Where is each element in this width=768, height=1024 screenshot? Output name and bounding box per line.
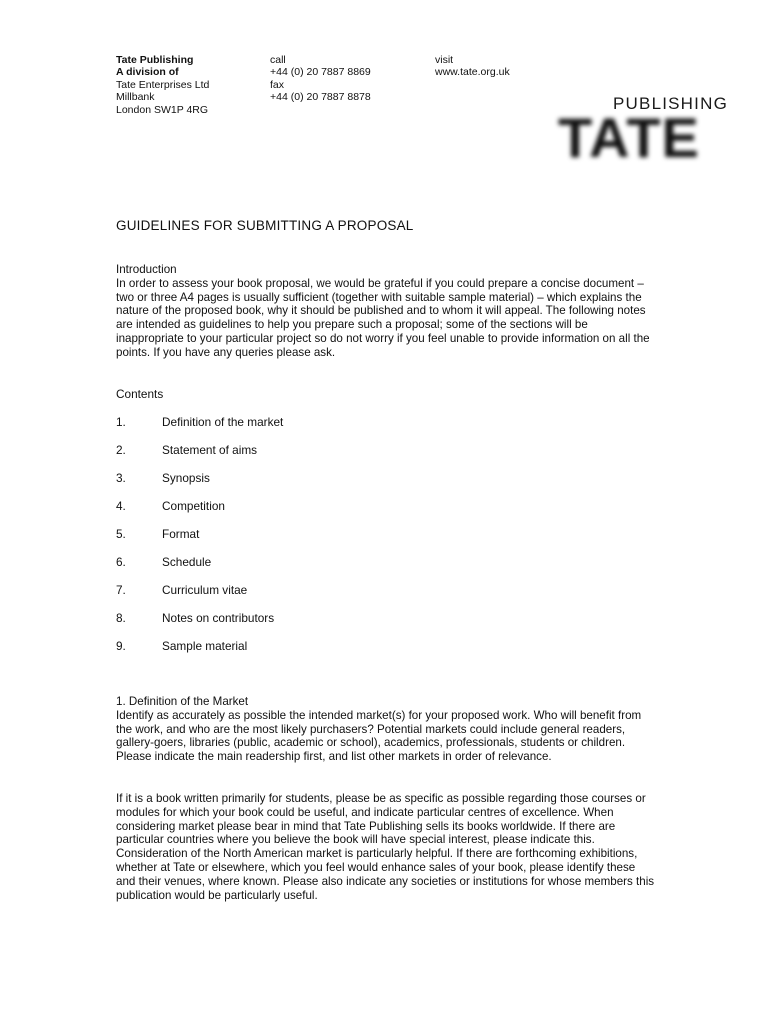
item-number: 8. xyxy=(116,611,126,625)
item-label: Synopsis xyxy=(162,471,210,485)
logo-tate-text: TATE xyxy=(558,106,700,169)
item-number: 6. xyxy=(116,555,126,569)
web-contact xyxy=(435,54,510,79)
tate-publishing-logo xyxy=(556,92,732,172)
item-number: 4. xyxy=(116,499,126,513)
item-label: Curriculum vitae xyxy=(162,583,248,597)
company-name: Tate Enterprises Ltd xyxy=(116,78,210,91)
item-number: 5. xyxy=(116,527,126,541)
introduction-body: In order to assess your book proposal, we would be grateful if you could prepare a concise document – two or three A4 pages is usually sufficient (together with suitable sample material) – which explains the nature of the proposed book, why it should be published and to whom it will appeal. The following notes are intended as guidelines to help you prepare such a proposal; some of the sections will be inappropriate to your particular project so do not worry if you feel unable to provide information on all the points. If you have any queries please ask. xyxy=(116,276,650,359)
fax-label: fax xyxy=(270,78,285,91)
phone-number: +44 (0) 20 7887 8869 xyxy=(270,66,371,79)
item-label: Schedule xyxy=(162,555,212,569)
market-definition-section xyxy=(116,695,656,764)
contents-heading: Contents xyxy=(116,387,164,401)
fax-number: +44 (0) 20 7887 8878 xyxy=(270,91,371,104)
section-paragraph: If it is a book written primarily for students, please be as specific as possible regarding those courses or modules for which your book could be useful, and indicate particular centres of excellence. When considering market please bear in mind that Tate Publishing sells its books worldwide. If there are particular countries where you believe the book will have special interest, please indicate this. Consideration of the North American market is particularly helpful. If there are forthcoming exhibitions, whether at Tate or elsewhere, which you feel would enhance sales of your book, please identify these and their venues, where known. Please also indicate any societies or institutions for whose members this publication would be particularly useful. xyxy=(116,792,655,902)
list-item xyxy=(116,415,516,443)
website-link[interactable]: www.tate.org.uk xyxy=(435,66,510,79)
list-item xyxy=(116,611,516,639)
item-label: Format xyxy=(162,527,200,541)
list-item xyxy=(116,583,516,611)
item-number: 3. xyxy=(116,471,126,485)
list-item xyxy=(116,639,516,667)
address-line: Millbank xyxy=(116,91,155,104)
item-number: 2. xyxy=(116,443,126,457)
list-item xyxy=(116,443,516,471)
call-label: call xyxy=(270,54,286,66)
publisher-name: Tate Publishing xyxy=(116,54,194,66)
division-label: A division of xyxy=(116,66,179,79)
section-heading: 1. Definition of the Market xyxy=(116,695,249,708)
item-number: 9. xyxy=(116,639,126,653)
list-item xyxy=(116,527,516,555)
list-item xyxy=(116,471,516,499)
section-paragraph: Identify as accurately as possible the intended market(s) for your proposed work. Who will benefit from the work, and who are the most likely purchasers? Potential markets could include general readers, gallery-goers, libraries (public, academic or school), academics, professionals, students or children. Please indicate the main readership first, and list other markets in order of relevance. xyxy=(116,708,642,764)
phone-contact xyxy=(270,54,371,104)
list-item xyxy=(116,555,516,583)
publisher-address xyxy=(116,54,209,116)
item-number: 1. xyxy=(116,415,126,429)
item-label: Definition of the market xyxy=(162,415,284,429)
address-line: London SW1P 4RG xyxy=(116,103,209,116)
visit-label: visit xyxy=(435,54,454,66)
item-number: 7. xyxy=(116,583,126,597)
item-label: Sample material xyxy=(162,639,248,653)
item-label: Statement of aims xyxy=(162,443,258,457)
introduction-heading: Introduction xyxy=(116,263,177,276)
item-label: Notes on contributors xyxy=(162,611,275,625)
logo-publishing-text: PUBLISHING xyxy=(613,94,728,113)
introduction-section xyxy=(116,263,656,360)
page-title: GUIDELINES FOR SUBMITTING A PROPOSAL xyxy=(116,218,414,233)
item-label: Competition xyxy=(162,499,225,513)
contents-list xyxy=(116,415,516,667)
list-item xyxy=(116,499,516,527)
